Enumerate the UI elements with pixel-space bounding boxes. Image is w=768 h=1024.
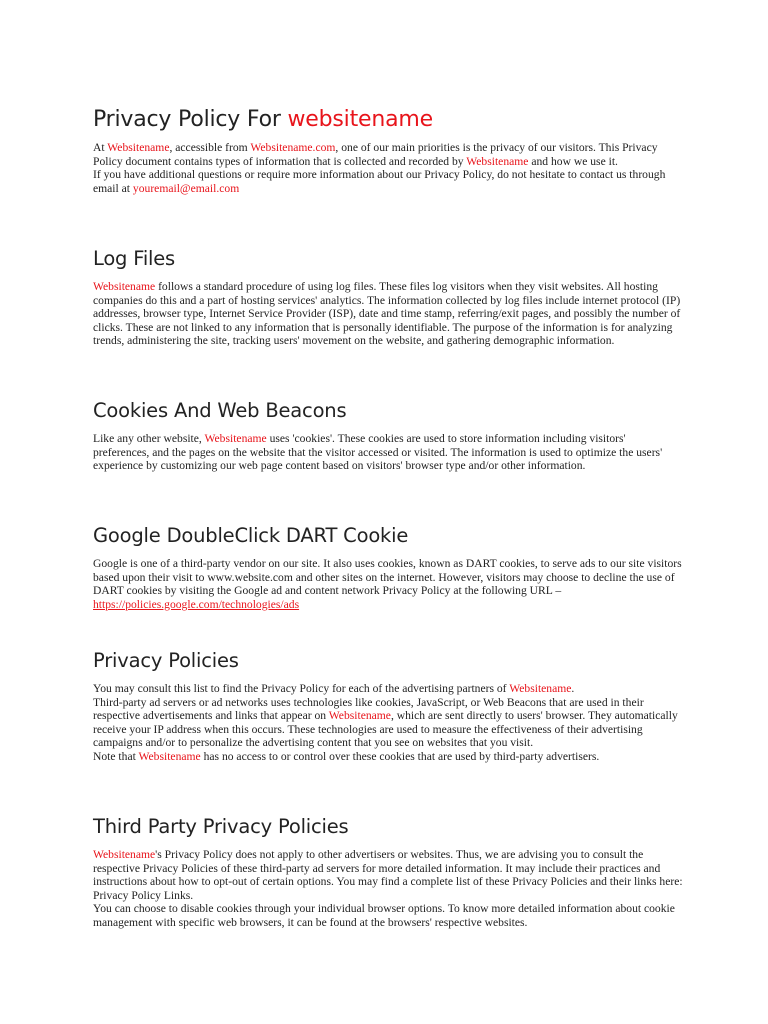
email-mention: youremail@email.com: [132, 181, 240, 195]
intro-text: If you have additional questions or require more information about our Privacy Policy, do not hesitate to contact us through email at: [93, 168, 666, 195]
intro-text: At: [93, 141, 108, 154]
site-name-mention: Websitename: [93, 848, 156, 861]
google-ads-link[interactable]: https://policies.google.com/technologies/ads: [93, 597, 300, 611]
intro-text: , one of our main priorities is the privacy of our visitors. This Privacy Policy document contains types of information that is collected and recorded by: [93, 141, 658, 168]
log-files-text: follows a standard procedure of using log files. These files log visitors when they visit websites. All hosting companies do this and a part of hosting services' analytics. The information collected by log files include internet protocol (IP) addresses, browser type, Internet Service Provider (ISP), date and time stamp, referring/exit pages, and possibly the number of clicks. These are not linked to any information that is personally identifiable. The purpose of the information is for analyzing trends, administering the site, tracking users' movement on the website, and gathering demographic information.: [93, 280, 681, 348]
title-prefix: Privacy Policy For: [93, 107, 288, 132]
privacy-policies-text: .: [571, 682, 575, 695]
doubleclick-heading: Google DoubleClick DART Cookie: [93, 524, 409, 547]
site-name-mention: Websitename: [509, 682, 572, 695]
third-party-text: 's Privacy Policy does not apply to other advertisers or websites. Thus, we are advising you to consult the respective Privacy Policies of these third-party ad servers for more detailed information. It may include their practices and instructions about how to opt-out of certain options. You may find a complete list of these Privacy Policies and their links here: Privacy Policy Links.: [93, 848, 683, 902]
site-name-mention: Websitename: [93, 280, 156, 293]
privacy-policies-text: Note that: [93, 749, 139, 763]
privacy-policies-heading: Privacy Policies: [93, 649, 239, 672]
site-domain-mention: Websitename.com: [250, 141, 336, 154]
privacy-policies-paragraph: [93, 682, 683, 764]
site-name-mention: Websitename: [466, 154, 529, 168]
cookies-paragraph: [93, 432, 683, 473]
cookies-heading: Cookies And Web Beacons: [93, 399, 347, 422]
site-name-mention: Websitename: [328, 709, 391, 723]
cookies-text: uses 'cookies'. These cookies are used to store information including visitors' preferences, and the pages on the website that the visitor accessed or visited. The information is used to optimize the users' experience by customizing our web page content based on visitors' browser type and/or other information.: [93, 432, 663, 473]
privacy-policies-text: Third-party ad servers or ad networks uses technologies like cookies, JavaScript, or Web Beacons that are used in their respective advertisements and links that appear on: [93, 695, 644, 723]
privacy-policies-text: , which are sent directly to users' browser. They automatically receive your IP address when this occurs. These technologies are used to measure the effectiveness of their advertising campaigns and/or to personalize the advertising content that you see on websites that you visit.: [93, 709, 678, 750]
intro-text: and how we use it.: [528, 154, 618, 168]
intro-paragraph: [93, 141, 683, 195]
third-party-text: You can choose to disable cookies through your individual browser options. To know more detailed information about cookie management with specific web browsers, it can be found at the browsers' respective websites.: [93, 902, 675, 929]
site-name-mention: Websitename: [107, 141, 170, 154]
privacy-policies-text: You may consult this list to find the Privacy Policy for each of the advertising partners of: [93, 682, 510, 695]
log-files-heading: Log Files: [93, 247, 176, 270]
third-party-heading: Third Party Privacy Policies: [93, 815, 349, 838]
cookies-text: Like any other website,: [93, 432, 205, 445]
title-site-name: websitename: [287, 107, 433, 132]
third-party-paragraph: [93, 848, 683, 930]
doubleclick-paragraph: [93, 557, 683, 611]
log-files-paragraph: [93, 280, 683, 348]
doubleclick-text: Google is one of a third-party vendor on our site. It also uses cookies, known as DART cookies, to serve ads to our site visitors based upon their visit to www.website.com and other sites on the internet. However, visitors may choose to decline the use of DART cookies by visiting the Google ad and content network Privacy Policy at the following URL –: [93, 557, 682, 598]
intro-text: , accessible from: [169, 141, 251, 154]
site-name-mention: Websitename: [138, 749, 201, 763]
privacy-policies-text: has no access to or control over these cookies that are used by third-party advertisers.: [200, 749, 600, 763]
page-title: [93, 106, 433, 134]
site-name-mention: Websitename: [204, 432, 267, 445]
